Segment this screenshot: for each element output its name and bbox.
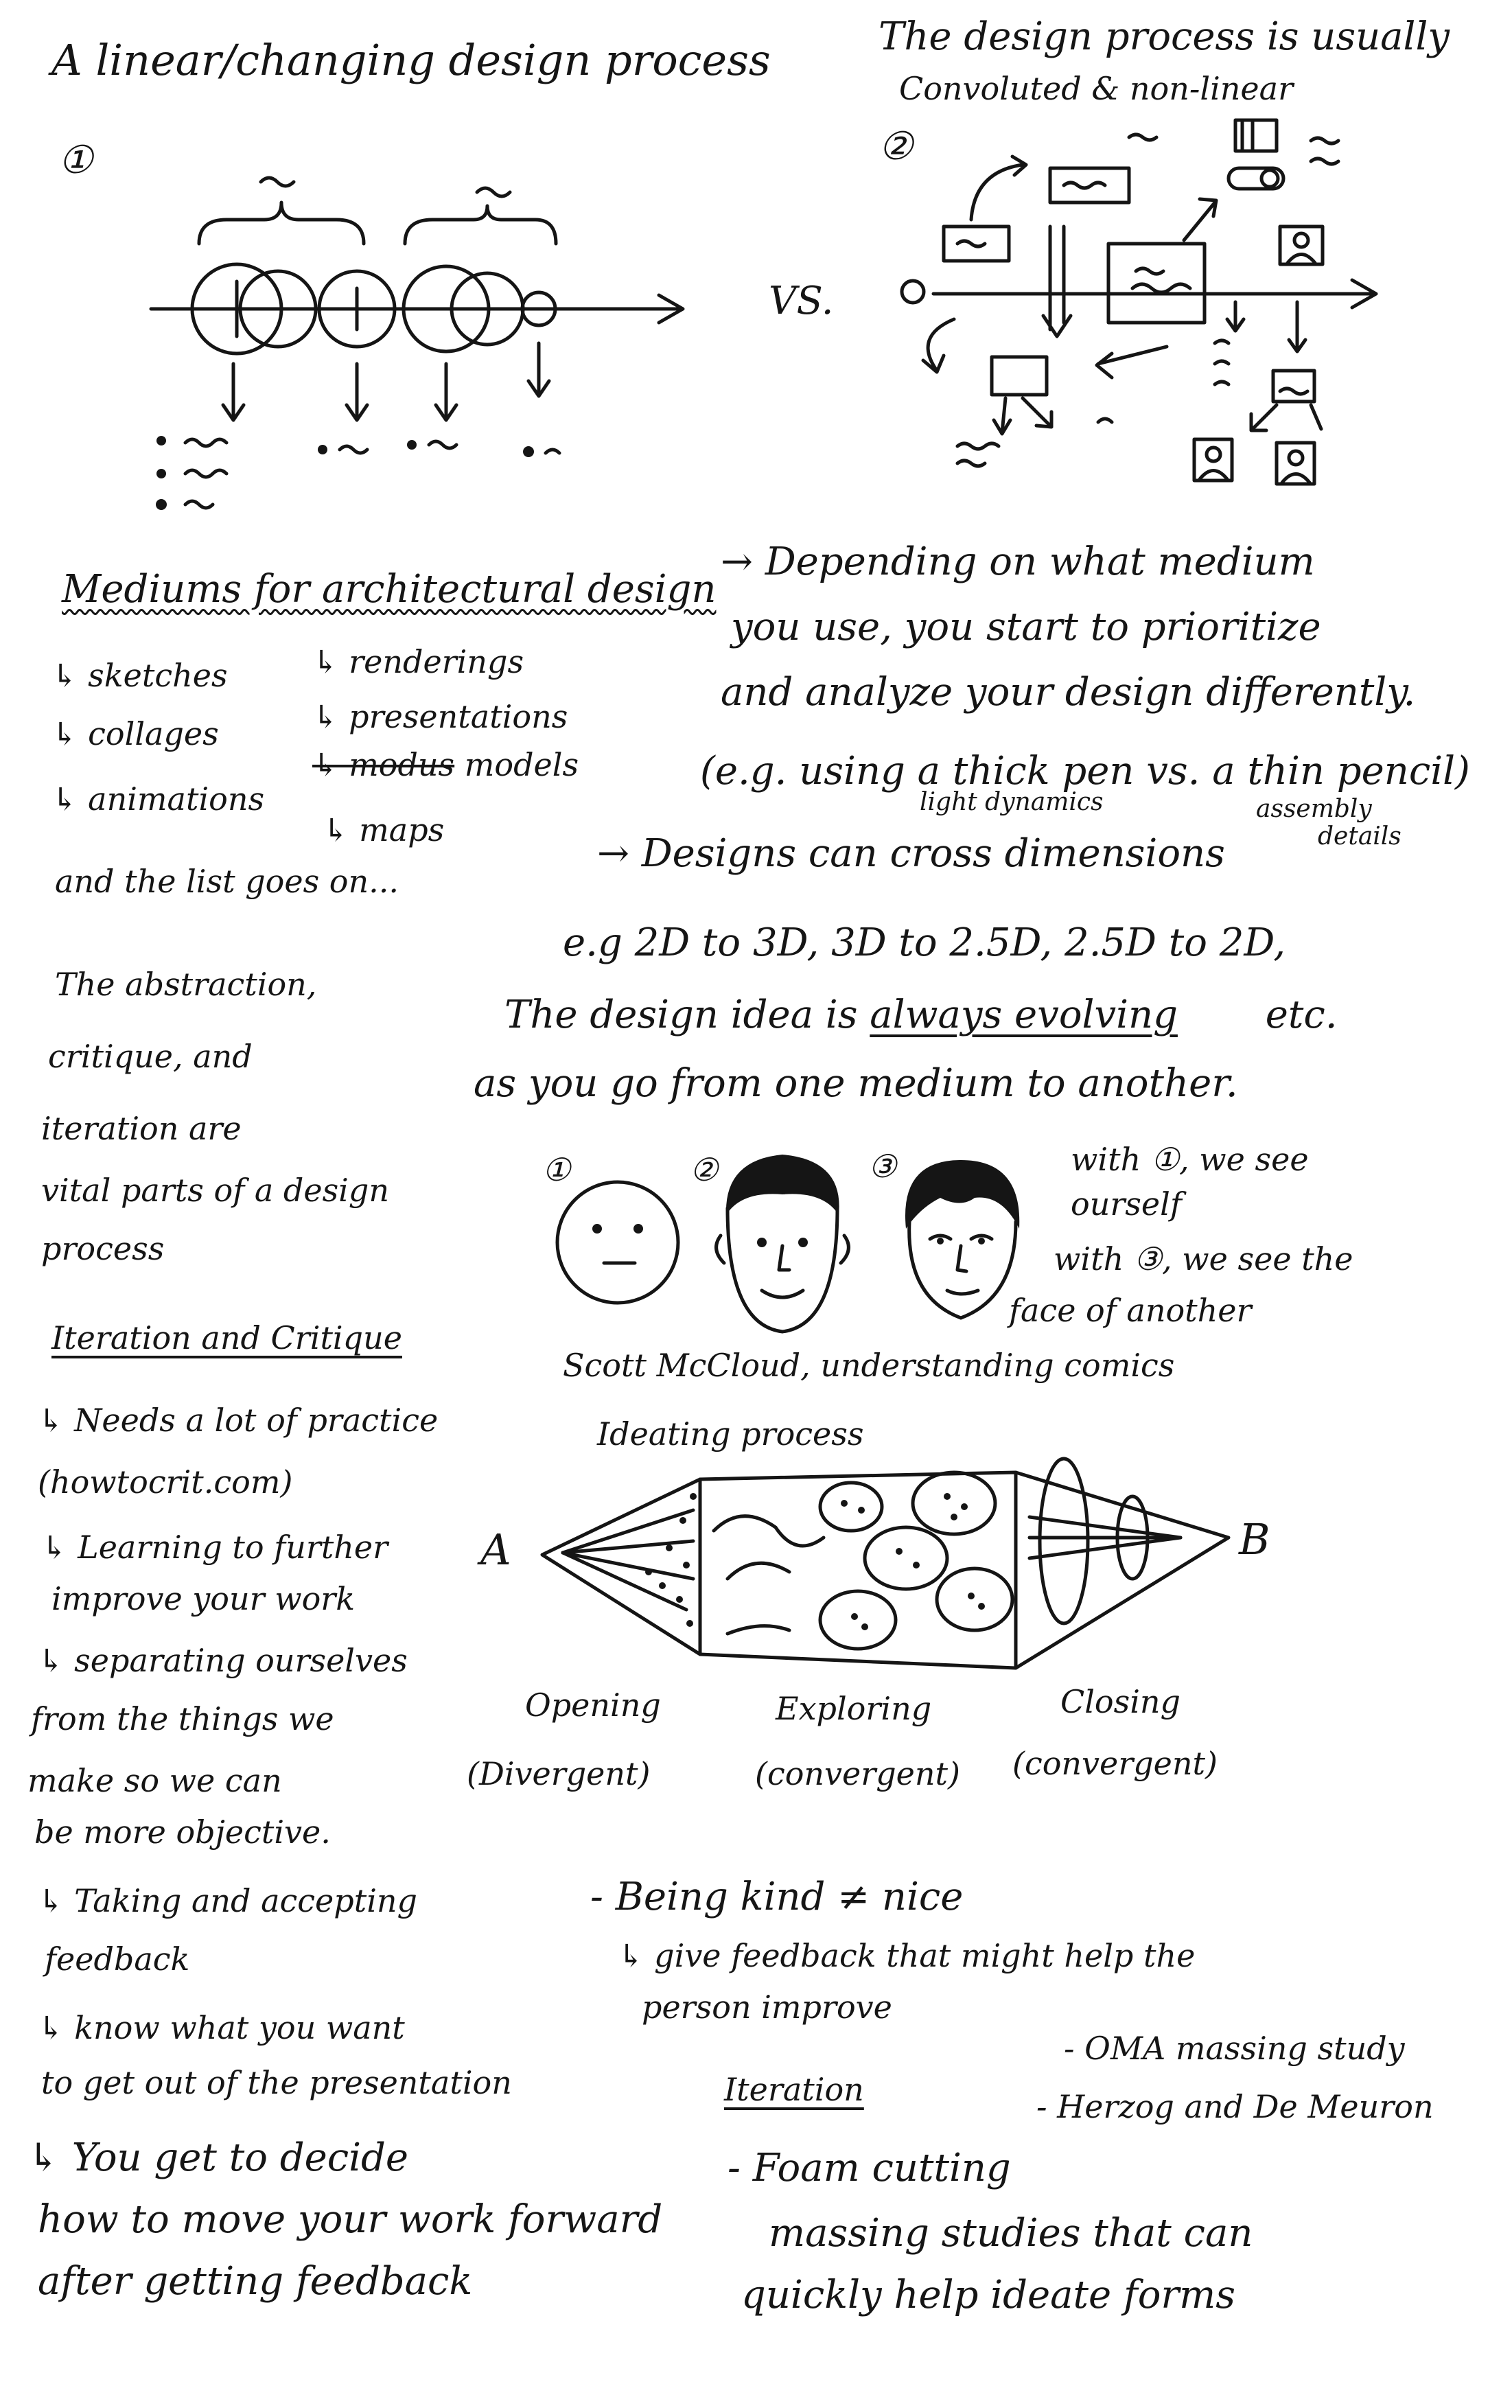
face-note-1: with ①, we see	[1071, 1141, 1309, 1178]
models-word: models	[464, 746, 579, 783]
face-label-3: ③	[868, 1148, 897, 1185]
foam-line1: - Foam cutting	[728, 2146, 1011, 2190]
stage-exploring-sub: (convergent)	[755, 1755, 960, 1792]
abstraction-line5: process	[41, 1230, 165, 1267]
stage-closing: Closing	[1060, 1683, 1180, 1720]
iteration-critique-heading: Iteration and Critique	[51, 1319, 402, 1356]
idea-etc: etc.	[1265, 993, 1338, 1037]
critique-line-13: ↳ You get to decide	[27, 2135, 408, 2180]
oma-massing-study: - OMA massing study	[1064, 2030, 1405, 2067]
abstraction-line1: The abstraction,	[55, 966, 317, 1003]
critique-line-12: to get out of the presentation	[41, 2064, 512, 2101]
kind-line1: - Being kind ≠ nice	[590, 1875, 964, 1919]
medium-collages: ↳ collages	[51, 715, 219, 752]
linear-diagram-number: ①	[58, 138, 93, 183]
note-light-dynamics: light dynamics	[920, 788, 1104, 816]
critique-line-8: be more objective.	[34, 1814, 331, 1851]
iteration-heading: Iteration	[724, 2071, 864, 2108]
face-note-2: ourself	[1071, 1185, 1182, 1223]
abstraction-line2: critique, and	[48, 1038, 253, 1075]
always-evolving: always evolving	[870, 993, 1178, 1037]
abstraction-line3: iteration are	[41, 1110, 242, 1147]
stage-opening-sub: (Divergent)	[467, 1755, 651, 1792]
critique-line-15: after getting feedback	[38, 2259, 473, 2304]
critique-line-10: feedback	[45, 1941, 190, 1978]
depending-line1: → Depending on what medium	[721, 540, 1315, 584]
critique-line-4: improve your work	[51, 1580, 356, 1617]
critique-line-3: ↳ Learning to further	[41, 1529, 388, 1566]
face-note-3: with ③, we see the	[1054, 1240, 1353, 1277]
list-goes-on: and the list goes on...	[55, 863, 399, 900]
medium-renderings: ↳ renderings	[312, 643, 524, 680]
face-note-4: face of another	[1009, 1292, 1252, 1329]
cross-dimensions: → Designs can cross dimensions	[597, 831, 1225, 876]
foam-line3: quickly help ideate forms	[741, 2273, 1236, 2317]
nonlinear-title-line2: Convoluted & non-linear	[899, 70, 1294, 107]
critique-line-14: how to move your work forward	[38, 2197, 663, 2242]
design-idea-pre: The design idea is	[504, 993, 858, 1037]
medium-sketches: ↳ sketches	[51, 657, 228, 694]
mccloud-credit: Scott McCloud, understanding comics	[563, 1347, 1175, 1384]
ideating-point-a: A	[480, 1525, 511, 1575]
medium-maps: ↳ maps	[323, 811, 445, 848]
stage-closing-sub: (convergent)	[1012, 1745, 1218, 1782]
critique-line-5: ↳ separating ourselves	[38, 1642, 408, 1679]
critique-line-2: (howtocrit.com)	[38, 1463, 293, 1501]
medium-presentations: ↳ presentations	[312, 698, 568, 735]
ideating-title: Ideating process	[597, 1415, 864, 1452]
medium-animations: ↳ animations	[51, 780, 265, 818]
abstraction-line4: vital parts of a design	[41, 1172, 389, 1209]
face-label-2: ②	[690, 1151, 719, 1188]
depending-line2: you use, you start to prioritize	[731, 605, 1321, 649]
nonlinear-diagram-number: ②	[879, 124, 914, 169]
note-details: details	[1318, 822, 1401, 850]
critique-line-9: ↳ Taking and accepting	[38, 1882, 417, 1919]
foam-line2: massing studies that can	[769, 2211, 1253, 2256]
kind-line3: person improve	[642, 1989, 892, 2026]
ideating-point-b: B	[1239, 1514, 1270, 1564]
critique-line-11: ↳ know what you want	[38, 2009, 405, 2046]
struck-word: ↳ modus	[312, 746, 455, 783]
depending-line4: (e.g. using a thick pen vs. a thin pencil)	[700, 749, 1470, 794]
kind-line2: ↳ give feedback that might help the	[618, 1937, 1196, 1974]
critique-line-6: from the things we	[31, 1700, 334, 1737]
stage-exploring: Exploring	[776, 1690, 932, 1727]
face-label-1: ①	[542, 1151, 571, 1188]
critique-line-7: make so we can	[27, 1762, 282, 1799]
note-assembly: assembly	[1256, 795, 1372, 823]
mediums-heading: Mediums for architectural design	[62, 567, 717, 612]
herzog-de-meuron: - Herzog and De Meuron	[1036, 2088, 1434, 2125]
critique-line-1: ↳ Needs a lot of practice	[38, 1402, 439, 1439]
vs-label: VS.	[769, 279, 834, 323]
linear-process-title: A linear/changing design process	[51, 35, 771, 85]
stage-opening: Opening	[525, 1687, 661, 1724]
nonlinear-title-line1: The design process is usually	[879, 14, 1450, 59]
dimension-examples: e.g 2D to 3D, 3D to 2.5D, 2.5D to 2D,	[563, 921, 1286, 965]
depending-line3: and analyze your design differently.	[721, 670, 1416, 715]
as-you-go: as you go from one medium to another.	[474, 1061, 1238, 1106]
